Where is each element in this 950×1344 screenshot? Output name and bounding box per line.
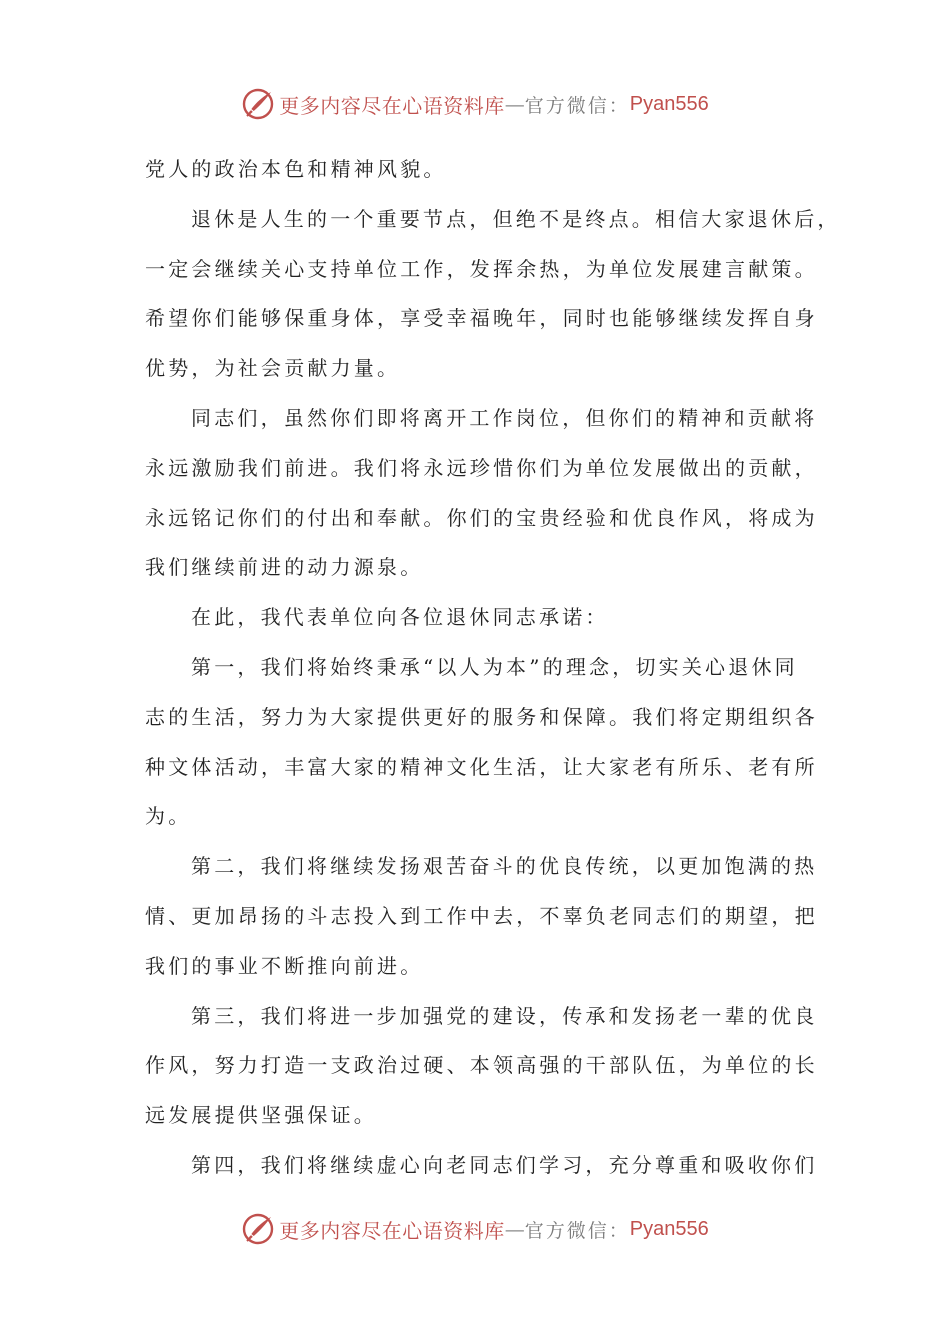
quill-logo-icon: [241, 87, 275, 121]
header-wechat-label: 官方微信：: [524, 94, 630, 117]
header-separator: —: [504, 92, 525, 116]
body-line: 第二，我们将继续发扬艰苦奋斗的优良传统，以更加饱满的热: [191, 854, 818, 879]
body-line: 希望你们能够保重身体，享受幸福晚年，同时也能够继续发挥自身: [145, 306, 818, 331]
body-line: 退休是人生的一个重要节点，但绝不是终点。相信大家退休后，: [191, 206, 841, 231]
body-line: 为。: [145, 804, 192, 829]
body-line: 在此，我代表单位向各位退休同志承诺：: [191, 605, 609, 630]
body-line: 作风，努力打造一支政治过硬、本领高强的干部队伍，为单位的长: [145, 1053, 818, 1078]
footer-wechat-id: Pyan556: [629, 1217, 709, 1240]
body-line: 我们的事业不断推向前进。: [145, 953, 424, 978]
footer-wechat-label: 官方微信：: [524, 1219, 630, 1242]
body-line: 远发展提供坚强保证。: [145, 1103, 377, 1128]
body-line: 情、更加昂扬的斗志投入到工作中去，不辜负老同志们的期望，把: [145, 903, 818, 928]
document-body: [145, 145, 841, 1191]
body-line: 同志们，虽然你们即将离开工作岗位，但你们的精神和贡献将: [191, 405, 818, 430]
body-line: 永远激励我们前进。我们将永远珍惜你们为单位发展做出的贡献，: [145, 455, 818, 480]
header-brand-text: 更多内容尽在心语资料库: [279, 93, 505, 118]
body-line: 种文体活动，丰富大家的精神文化生活，让大家老有所乐、老有所: [145, 754, 818, 779]
footer-separator: —: [504, 1217, 525, 1241]
body-line: 第三，我们将进一步加强党的建设，传承和发扬老一辈的优良: [191, 1003, 818, 1028]
body-line: 永远铭记你们的付出和奉献。你们的宝贵经验和优良作风，将成为: [145, 505, 818, 530]
header-wechat-id: Pyan556: [629, 92, 709, 115]
body-line: 我们继续前进的动力源泉。: [145, 555, 424, 580]
footer-banner: [0, 1209, 950, 1249]
body-line: 第一，我们将始终秉承“以人为本”的理念，切实关心退休同: [191, 654, 798, 679]
footer-brand-text: 更多内容尽在心语资料库: [279, 1218, 505, 1243]
quill-logo-icon: [241, 1212, 275, 1246]
body-line: 第四，我们将继续虚心向老同志们学习，充分尊重和吸收你们: [191, 1152, 818, 1177]
header-banner: [0, 84, 950, 124]
body-line: 志的生活，努力为大家提供更好的服务和保障。我们将定期组织各: [145, 704, 818, 729]
body-line: 优势，为社会贡献力量。: [145, 356, 401, 381]
body-line: 党人的政治本色和精神风貌。: [145, 157, 447, 181]
body-line: 一定会继续关心支持单位工作，发挥余热，为单位发展建言献策。: [145, 256, 818, 281]
